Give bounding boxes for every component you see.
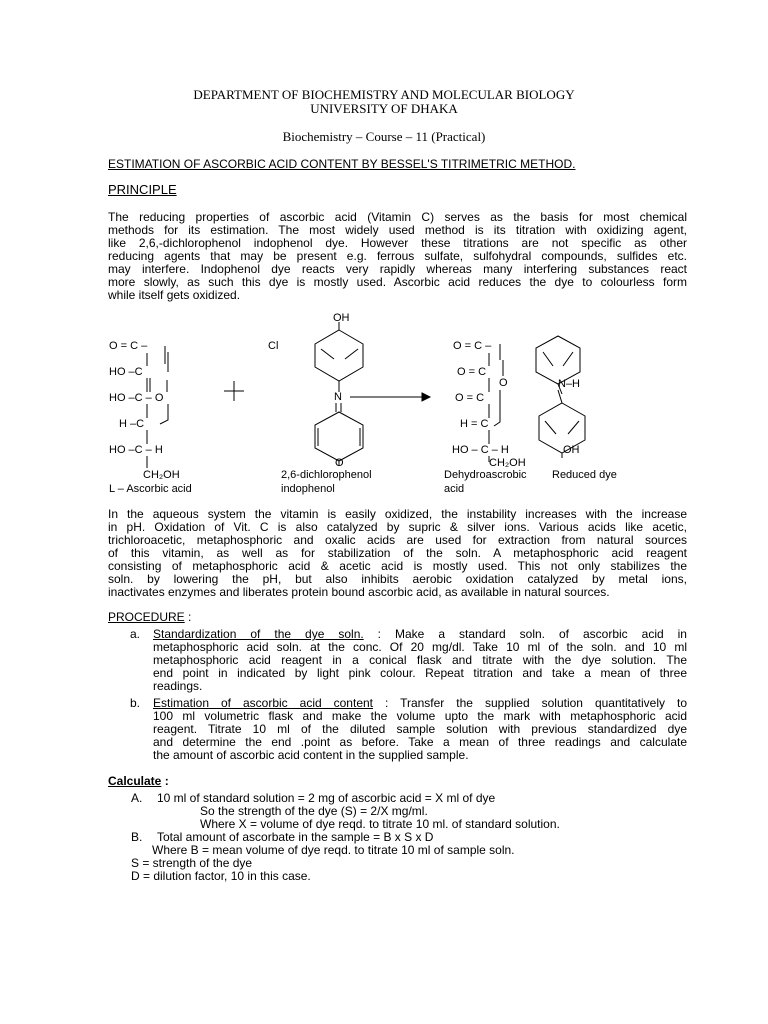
paragraph-line: The reducing properties of ascorbic acid (Vitamin C) serves as the basis for most chemical bbox=[108, 210, 687, 224]
step-line: reagent. Titrate 10 ml of the diluted sample solution with previous standardized dye bbox=[153, 722, 687, 736]
paragraph-line: reducing agents that may be present e.g. ferrous sulfate, sulfohydral compounds, sulfides etc. bbox=[108, 249, 687, 263]
ascorbic-row-1: O = C – bbox=[109, 340, 148, 352]
dehydro-label-line2: acid bbox=[444, 483, 465, 495]
step-letter: b. bbox=[130, 696, 141, 710]
paragraph-line: while itself gets oxidized. bbox=[108, 288, 241, 302]
paragraph-line: In the aqueous system the vitamin is easily oxidized, the instability increases with the increase bbox=[108, 507, 687, 521]
procedure-colon: : bbox=[184, 610, 192, 624]
dehydro-row-1: O = C – bbox=[453, 340, 492, 352]
procedure-heading: PROCEDURE bbox=[108, 610, 185, 624]
dye-label-line2: indophenol bbox=[281, 483, 335, 495]
step-body bbox=[153, 628, 687, 693]
calc-s-definition: S = strength of the dye bbox=[131, 856, 253, 870]
step-first-rest: : Transfer the supplied solution quantitatively to bbox=[373, 696, 687, 710]
step-title: Estimation of ascorbic acid content bbox=[153, 696, 373, 710]
ascorbic-row-3: HO –C – O bbox=[109, 392, 164, 404]
dehydro-row-3: O = C bbox=[455, 392, 485, 404]
dye-oh: OH bbox=[333, 312, 350, 324]
aqueous-paragraph bbox=[108, 508, 687, 599]
principle-heading: PRINCIPLE bbox=[108, 182, 177, 197]
dehydro-row-6: CH₂OH bbox=[489, 457, 526, 469]
calc-letter-a: A. bbox=[131, 791, 143, 805]
paragraph-line: more slowly, as such this dye is mostly used. Ascorbic acid reduces the dye to colourless form bbox=[108, 275, 687, 289]
dye-label-line1: 2,6-dichlorophenol bbox=[281, 469, 372, 481]
ascorbic-label: L – Ascorbic acid bbox=[109, 483, 192, 495]
calc-letter-b: B. bbox=[131, 830, 143, 844]
ascorbic-row-4: H –C bbox=[119, 418, 145, 430]
step-line: the amount of ascorbic acid content in the supplied sample. bbox=[153, 748, 469, 762]
university-heading: UNIVERSITY OF DHAKA bbox=[310, 101, 458, 116]
course-heading: Biochemistry – Course – 11 (Practical) bbox=[282, 129, 486, 144]
step-body bbox=[153, 697, 687, 762]
paragraph-line: like 2,6,-dichlorophenol indophenol dye. However these titrations are not specific as other bbox=[108, 236, 687, 250]
dehydro-row-5: HO – C – H bbox=[452, 444, 509, 456]
step-letter: a. bbox=[130, 627, 141, 641]
reduced-oh: OH bbox=[563, 444, 580, 456]
reduced-label: Reduced dye bbox=[552, 469, 617, 481]
calc-b-line-1: Total amount of ascorbate in the sample = B x S x D bbox=[157, 830, 434, 844]
step-title: Standardization of the dye soln. bbox=[153, 627, 364, 641]
paragraph-line: in pH. Oxidation of Vit. C is also catalyzed by supric & silver ions. Various acids like acetic, bbox=[108, 520, 687, 534]
step-line: metaphosphoric acid soln. at the conc. Of 20 mg/dl. Take 10 ml of the soln. and 10 ml bbox=[153, 640, 687, 654]
procedure-heading-row bbox=[108, 610, 191, 624]
paragraph-line: consisting of metaphosphoric acid & acetic acid is mostly used. This not only stabilizes the bbox=[108, 559, 687, 573]
paragraph-line: of this vitamin, as well as for stabilization of the soln. A metaphosphoric acid reagent bbox=[108, 546, 687, 560]
paragraph-line: may interfere. Indophenol dye reacts very rapidly whereas many interfering substances react bbox=[108, 262, 687, 276]
dehydro-label-line1: Dehydroascrobic bbox=[444, 469, 527, 481]
calculate-heading-row bbox=[108, 774, 169, 788]
step-line: metaphosphoric acid reagent in a conical flask and titrate with the dye solution. The bbox=[153, 653, 687, 667]
document-title: ESTIMATION OF ASCORBIC ACID CONTENT BY BESSEL'S TITRIMETRIC METHOD. bbox=[108, 157, 576, 171]
calculate-heading: Calculate bbox=[108, 774, 162, 788]
step-line: end point in indicated by light pink colour. Repeat titration and take a mean of three bbox=[153, 666, 687, 680]
ascorbic-row-5: HO –C – H bbox=[109, 444, 163, 456]
calc-a-line-3: Where X = volume of dye reqd. to titrate 10 ml. of standard solution. bbox=[200, 817, 560, 831]
dye-o: O bbox=[335, 457, 344, 469]
paragraph-line: trichloroacetic, metaphosphoric and oxalic acids are used for extraction from natural sources bbox=[108, 533, 687, 547]
paragraph-line: methods for its estimation. The most widely used method is its titration with oxidizing agent, bbox=[108, 223, 687, 237]
calc-d-definition: D = dilution factor, 10 in this case. bbox=[131, 869, 311, 883]
dehydro-ring-o: O bbox=[499, 377, 508, 389]
reduced-nh: N–H bbox=[558, 378, 581, 390]
step-first-rest: : Make a standard soln. of ascorbic acid in bbox=[363, 627, 687, 641]
calculate-colon: : bbox=[161, 774, 169, 788]
dye-n: N bbox=[334, 391, 342, 403]
paragraph-line: soln. by lowering the pH, but also inhibits aerobic oxidation catalyzed by metal ions, bbox=[108, 572, 687, 586]
dehydro-row-4: H = C bbox=[460, 418, 489, 430]
paragraph-line: inactivates enzymes and liberates protein bound ascorbic acid, as available in natural sources. bbox=[108, 585, 610, 599]
ascorbic-row-2: HO –C bbox=[109, 366, 143, 378]
ascorbic-row-6: CH₂OH bbox=[143, 469, 180, 481]
calc-b-line-2: Where B = mean volume of dye reqd. to titrate 10 ml of sample soln. bbox=[152, 843, 515, 857]
calc-a-line-2: So the strength of the dye (S) = 2/X mg/ml. bbox=[200, 804, 428, 818]
calc-a-line-1: 10 ml of standard solution = 2 mg of ascorbic acid = X ml of dye bbox=[157, 791, 496, 805]
step-line: and determine the end .point as before. Take a mean of three readings and calculate bbox=[153, 735, 687, 749]
dehydro-row-2: O = C bbox=[457, 366, 487, 378]
step-line: 100 ml volumetric flask and make the volume upto the mark with metaphosphoric acid bbox=[153, 709, 687, 723]
dye-cl: Cl bbox=[268, 340, 279, 352]
department-heading: DEPARTMENT OF BIOCHEMISTRY AND MOLECULAR BIOLOGY bbox=[193, 87, 575, 102]
step-line: readings. bbox=[153, 679, 203, 693]
